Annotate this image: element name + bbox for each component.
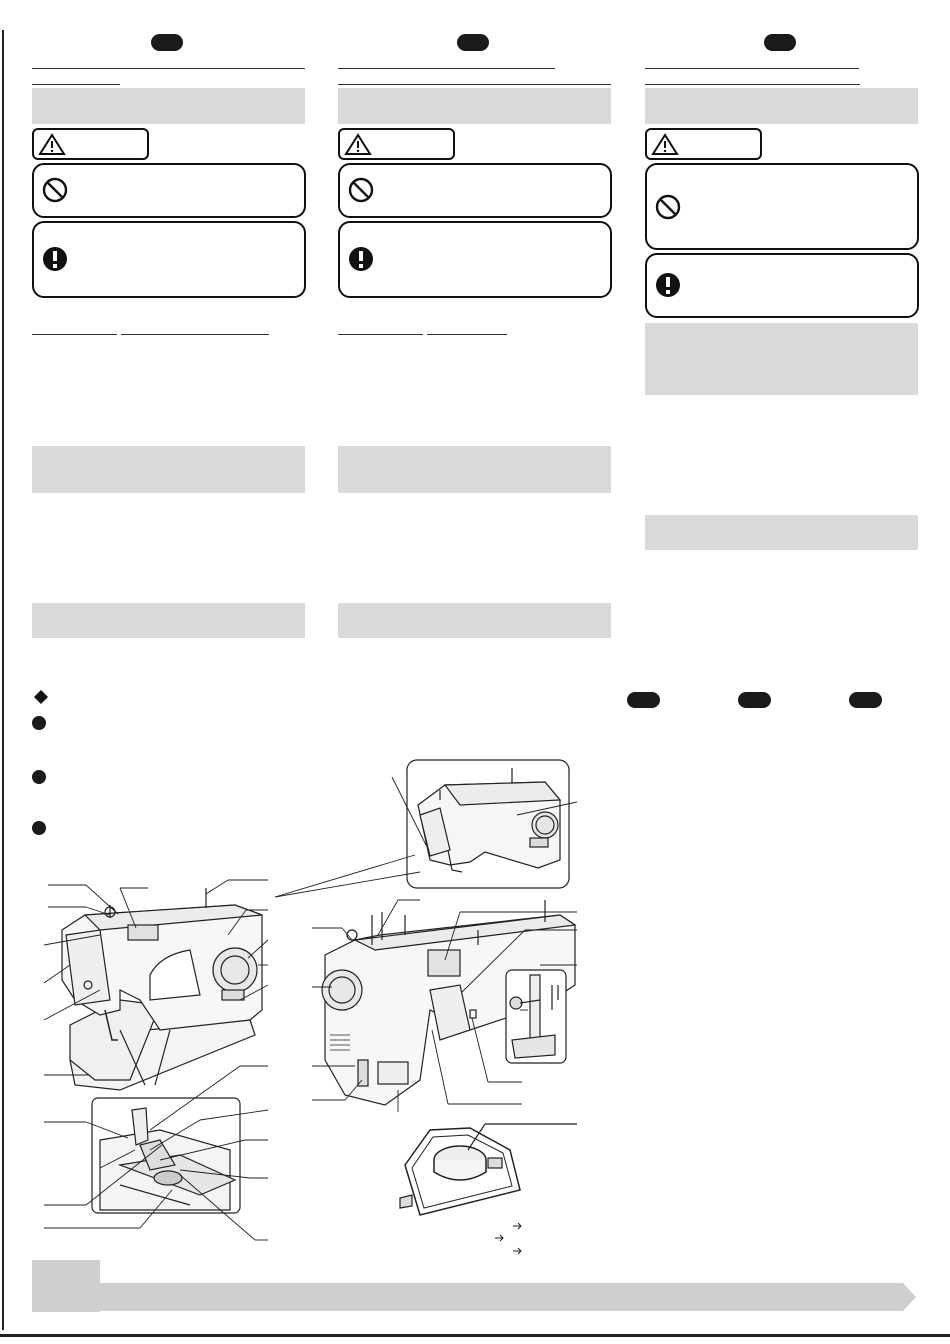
language-badge-3 (764, 34, 796, 51)
section-header-bar (645, 88, 918, 124)
subheading-rule (32, 334, 117, 335)
exclamation-icon (42, 246, 68, 272)
section-header-bar (645, 515, 918, 550)
heading-rule (338, 84, 611, 85)
section-header-bar (32, 88, 305, 124)
prohibition-icon (654, 193, 682, 221)
section-header-bar (32, 603, 305, 638)
subheading-rule (427, 334, 507, 335)
language-bullet (32, 821, 46, 835)
needle-detail-box (92, 1030, 240, 1213)
section-header-bar (338, 446, 611, 493)
section-header-bar (338, 603, 611, 638)
mandatory-box (338, 221, 612, 298)
warning-label (338, 128, 455, 160)
diamond-bullet-icon (34, 690, 48, 704)
language-badge-2 (457, 34, 489, 51)
warning-triangle-icon (39, 133, 65, 155)
warning-label (645, 128, 762, 160)
language-badge-b (738, 692, 771, 708)
section-header-bar (645, 323, 918, 395)
warning-triangle-icon (345, 133, 371, 155)
warning-label (32, 128, 149, 160)
binding-line (2, 30, 4, 1330)
mandatory-box (645, 253, 919, 318)
warning-triangle-icon (652, 133, 678, 155)
heading-rule (32, 84, 120, 85)
machine-front-view (62, 888, 262, 1090)
prohibition-box (32, 163, 306, 218)
machine-rear-view (322, 900, 575, 1105)
subheading-rule (338, 334, 423, 335)
bobbin-detail-box (506, 970, 566, 1063)
language-badge-c (849, 692, 882, 708)
footer-arrow-bar (98, 1283, 918, 1313)
prohibition-icon (347, 176, 375, 204)
section-header-bar (338, 88, 611, 124)
section-header-bar (32, 446, 305, 493)
language-badge-1 (151, 34, 183, 51)
inset-top-view (407, 760, 569, 888)
language-bullet (32, 770, 46, 784)
heading-rule (32, 68, 305, 69)
leader-lines (275, 777, 577, 897)
heading-rule (338, 68, 555, 69)
exclamation-icon (348, 246, 374, 272)
arrow-glyphs (495, 1223, 521, 1254)
subheading-rule (121, 334, 269, 335)
heading-rule (645, 84, 860, 85)
mandatory-box (32, 221, 306, 298)
prohibition-icon (41, 176, 69, 204)
rear-leader-lines (312, 900, 577, 1112)
page-number-tab (32, 1260, 100, 1312)
prohibition-box (645, 163, 919, 250)
heading-rule (645, 68, 859, 69)
page-bottom-line (0, 1334, 950, 1337)
front-leader-lines (44, 880, 268, 1075)
prohibition-box (338, 163, 612, 218)
detail-leader-lines (44, 1066, 268, 1240)
foot-controller (400, 1124, 577, 1215)
exclamation-icon (655, 272, 681, 298)
language-bullet (32, 716, 46, 730)
language-badge-a (627, 692, 660, 708)
